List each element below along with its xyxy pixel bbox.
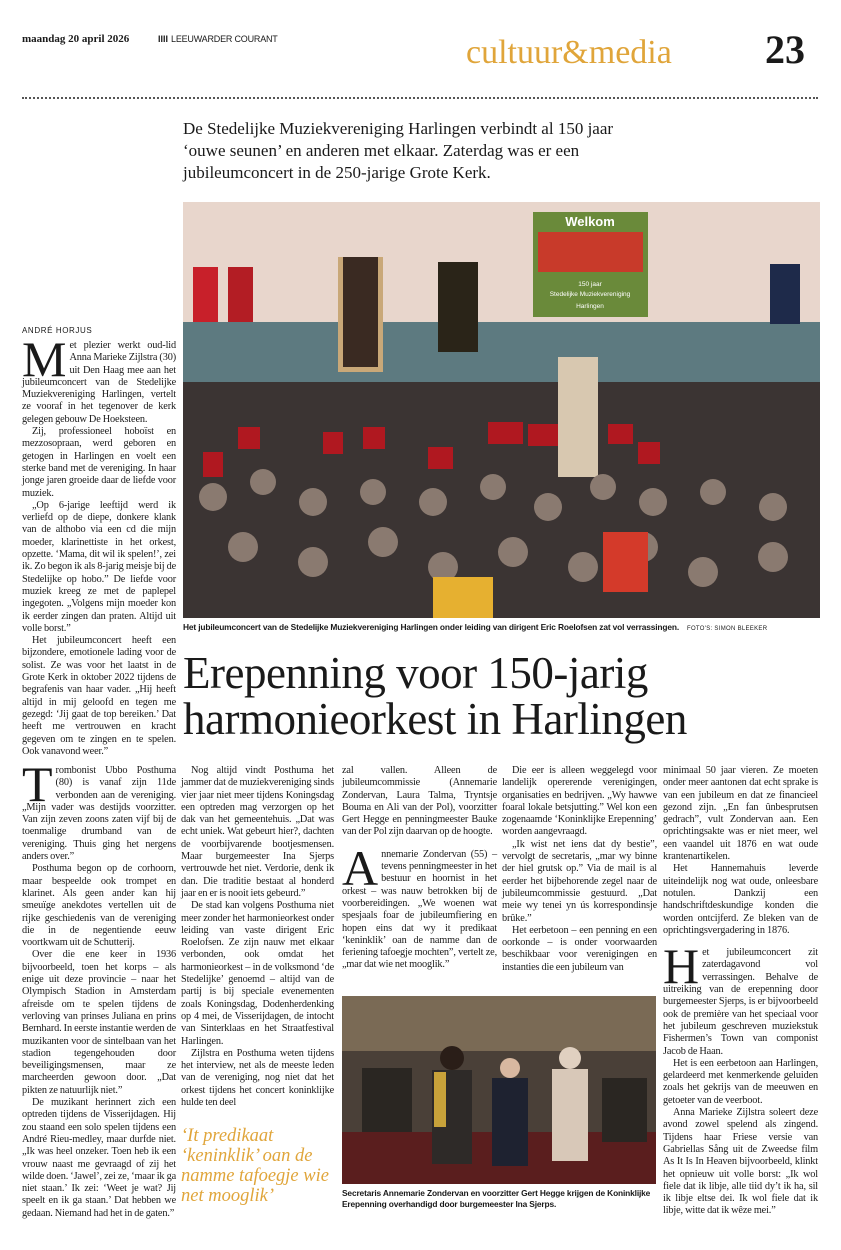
paragraph-text: Anna Marieke Zijlstra soleert deze avond zowel spelend als zingend. Tijdens haar Friese versie van Gabriellas Sång uit de Zweedse film As It Is In Heaven bijvoorbeeld, klinkt het opnieuw uit volle borst: „Ik wol fiele dat ik libje, alle tiid dy’t ik ha, sil ik libje eltse dei. Ik wol fiele dat ik libje, witte dat ik wêze mei.” (663, 1107, 818, 1217)
pull-quote: ‘It predikaat ‘keninklik’ oan de namme tafoegje wie net mooglik’ (181, 1126, 329, 1206)
drop-cap: T (22, 756, 53, 812)
byline: ANDRÉ HORJUS (22, 326, 93, 335)
paragraph (663, 765, 818, 863)
drop-cap: H (663, 938, 700, 995)
body-column-3 (342, 765, 497, 972)
logo-bars: IIII (158, 34, 169, 44)
newspaper-name (158, 34, 278, 44)
page-number: 23 (765, 27, 805, 72)
paragraph (22, 863, 176, 949)
banner-welkom: Welkom (565, 214, 615, 229)
paragraph-text: et plezier werkt oud-lid Anna Marieke Zijlstra (30) uit Den Haag mee aan het jubileumconcert van de Stedelijke Muziekvereniging Harlingen, vertelt ze vooraf in het tegenover de kerk gelegen gebouw De Hoeksteen. (22, 340, 176, 425)
photo-caption-secondary: Secretaris Annemarie Zondervan en voorzitter Gert Hegge krijgen de Koninklijke Erepenning overhandigd door burgemeester Ina Sjerps. (342, 1188, 651, 1209)
paragraph-text: Het is een eerbetoon aan Harlingen, gelardeerd met kenmerkende geluiden zoals het gekrijs van de meeuwen en getoeter van de veerboot. (663, 1057, 818, 1106)
paragraph-text: zal vallen. Alleen de jubileumcommissie (Annemarie Zondervan, Laura Talma, Tryntsje Bouma en Ali van der Pol), voorzitter Gert Hegge en penningmeester Bauke van der Pol zijn daarvan op de hoogte. (342, 765, 497, 838)
paragraph (181, 900, 334, 1048)
photo-caption-main (183, 622, 820, 635)
paragraph (502, 765, 657, 839)
left-column (22, 331, 176, 758)
paragraph (502, 925, 657, 974)
drop-cap: M (22, 331, 67, 387)
caption-text: Het jubileumconcert van de Stedelijke Muziekvereniging Harlingen onder leiding van dirigent Eric Roelofsen zat vol verrassingen. (183, 622, 679, 632)
paragraph-text: Het eerbetoon – een penning en een oorkonde – is onder voorwaarden beschikbaar voor verenigingen en instanties die een jubileum van (502, 924, 657, 973)
paragraph-text: et jubileumconcert zit zaterdagavond vol verrassingen. Behalve de uitreiking van de erepenning door burgemeester Sjerps, is er bijvoorbeeld ook de première van het speciaal voor het jubileum geschreven muziekstuk Fishermen’s Town van componist Jacob de Haan. (663, 947, 818, 1057)
paragraph (22, 500, 176, 635)
paragraph (22, 949, 176, 1097)
paragraph-text: nnemarie Zondervan (55) – tevens penningmeester in het bestuur en hoornist in het orkest – was nauw betrokken bij de voorbereidingen. „We woenen wat spesjaals foar de jubileumfiering en hopen eins dat wy it predikaat ‘keninklik’ oan de namme dan de feriening tafoegje mochten”, vertelt ze, „mar dat wie net mooglik.” (342, 848, 497, 971)
banner-line-3: Harlingen (576, 303, 604, 310)
issue-date: maandag 20 april 2026 (22, 33, 130, 45)
banner-line-1: 150 jaar (578, 281, 602, 288)
paragraph (22, 756, 176, 863)
paragraph (502, 839, 657, 925)
paragraph-text: Het Hannemahuis leverde uiteindelijk nog wat oude, onleesbare notulen. Dankzij een handschriftdeskundige konden die worden ontcijferd. Ze bleken van de oprichtingsvergadering in 1876. (663, 863, 818, 936)
paragraph (663, 938, 818, 1058)
body-column-5 (663, 765, 818, 1218)
paragraph (22, 331, 176, 426)
paragraph (663, 863, 818, 937)
paragraph-text: Het jubileumconcert heeft een bijzondere, emotionele lading voor de solist. Ze was voor het laatst in de Grote Kerk in oktober 2022 tijdens de begrafenis van haar vader. „Hij heeft altijd in mij geloofd en tegen me gezegd: ‘Jij gaat de top bereiken.’ Dat heeft me vertrouwen en kracht gegeven om te zingen en te spelen. Ook vanavond weer.” (22, 635, 176, 757)
paragraph-text: De stad kan volgens Posthuma niet meer zonder het harmonieorkest onder leiding van vaste dirigent Eric Roelofsen. Ze zijn nauw met elkaar verbonden, ook omdat het harmonieorkest – in de volksmond ‘de Stedelijke’ genoemd – altijd van de partij is bij speciale evenementen zoals Koningsdag, Dodenherdenking op 4 mei, de Visserijdagen, de intocht van Sinterklaas en het Straatfestival Harlingen. (181, 900, 334, 1047)
paragraph (22, 426, 176, 500)
paragraph (181, 765, 334, 900)
paragraph (181, 1048, 334, 1109)
paragraph-text: Zij, professioneel hoboïst en mezzosopraan, werd geboren en getogen in Harlingen en voelt een sterke band met de vereniging. In haar jonge jaren groeide daar de liefde voor muziek. (22, 426, 176, 499)
headline: Erepenning voor 150-jarig harmonieorkest in Harlingen (183, 648, 687, 744)
newspaper-title: LEEUWARDER COURANT (171, 34, 278, 44)
body-column-2 (181, 765, 334, 1109)
paragraph-text: Posthuma begon op de corhoorn, maar bespeelde ook trompet en klarinet. Als geen ander kan hij smeuïge anekdotes vertellen uit de rijke geschiedenis van de vereniging die in de negentiende eeuw voortkwam uit de Schutterij. (22, 863, 176, 949)
paragraph-text: minimaal 50 jaar vieren. Ze moeten onder meer aantonen dat echt sprake is van een jubileum en dat ze financieel gezond zijn. „En fan ûnbesprutsen gedrach”, vult Zondervan aan. Een oprichtingsakte was er niet meer, wel een vaandel uit 1876 en wat oude krantenartikelen. (663, 765, 818, 863)
photo-credit: FOTO'S: SIMON BLEEKER (687, 626, 768, 632)
paragraph (22, 1097, 176, 1220)
drop-cap: A (342, 839, 379, 896)
paragraph (22, 635, 176, 758)
paragraph-text: De muzikant herinnert zich een optreden tijdens de Visserijdagen. Hij zou staand een solo spelen tijdens een André Rieu-medley, maar durfde niet. „Ik was heel onzeker. Toen heb ik een vrouw naast me gevraagd of zij het wilde doen. ‘Jawel’, zei ze, ‘maar ik ga niet staan.’ Ik zei: ‘Weet je wat? Jij speelt en ik ga staan.’ Dat hebben we gedaan. Niemand had het in de gaten.” (22, 1097, 176, 1219)
banner-line-2: Stedelijke Muziekvereniging (549, 291, 631, 298)
paragraph (342, 765, 497, 839)
paragraph (663, 1107, 818, 1218)
paragraph-text: „Ik wist net iens dat dy bestie”, vervolgt de secretaris, „mar wy binne der hiel grutsk op.” Via de mail is al eerder het bijbehorende zegel naar de jubileumcommissie gestuurd. „Dat meie wy tenei yn ús korrespondinsje brûke.” (502, 838, 657, 924)
header-divider (22, 97, 818, 99)
paragraph-text: Nog altijd vindt Posthuma het jammer dat de muziekvereniging sinds vier jaar niet meer tijdens Koningsdag een optreden mag verzorgen op het dak van het gemeentehuis. „Dat was echt uniek. Wat gebeurt hier?, dachten de voorbijvarende bootjesmensen. Maar burgemeester Ina Sjerps vertrouwde het niet. Verdorie, denk ik dan. Die traditie bestaat al honderd jaar en er is nooit iets gebeurd.” (181, 765, 334, 899)
body-column-1 (22, 756, 176, 1220)
paragraph-text: „Op 6-jarige leeftijd werd ik verliefd op de diepe, donkere klank van de althobo via een cd die mijn moeder, klarinettiste in het orkest, opzette. ‘Mama, dit wil ik spelen!’, zei ik. Zo begon ik als 8-jarig meisje bij de Stedelijke op hobo.” De liefde voor muziek kreeg ze met de paplepel ingegoten. „Volgens mijn moeder kon ik eerder zingen dan praten. Altijd uit volle borst.” (22, 499, 176, 634)
section-title: cultuur&media (466, 34, 672, 71)
paragraph (342, 839, 497, 972)
paragraph (663, 1058, 818, 1107)
paragraph-text: Over die ene keer in 1936 bijvoorbeeld, toen het korps – als enige uit deze provincie – naar het Olympisch Stadion in Amsterdam afreisde om te spelen tijdens de verloving van prinses Juliana en prins Bernhard. In eerste instantie werden de muzikanten voor de sintelbaan van het stadion tegengehouden door beveiligingsmensen, maar ze marcheerden gewoon door. „Dat pikten ze natuurlijk niet.” (22, 949, 176, 1096)
body-column-4 (502, 765, 657, 974)
intro-lead: De Stedelijke Muziekvereniging Harlingen verbindt al 150 jaar ‘ouwe seunen’ en anderen met elkaar. Zaterdag was er een jubileumconcert in de 250-jarige Grote Kerk. (183, 119, 614, 182)
paragraph-text: rombonist Ubbo Posthuma (80) is vanaf zijn 11de verbonden aan de vereniging. „Mijn vader was destijds voorzitter. Van zijn zeven zoons zaten vijf bij de toenmalige drumband van de vereniging. Thuis ging het nergens anders over.” (22, 765, 176, 863)
paragraph-text: Zijlstra en Posthuma weten tijdens het interview, net als de meeste leden van de vereniging, nog niet dat het orkest tijdens het concert koninklijke hulde ten deel (181, 1047, 334, 1109)
concert-photo (183, 202, 820, 618)
paragraph-text: Die eer is alleen weggelegd voor landelijk opererende verenigingen, organisaties en bedrijven. „Wy hawwe foaral lokale betsjutting.” Wel kon een zogenaamde ‘Koninklijke Erepenning’ worden aangevraagd. (502, 765, 657, 838)
award-photo (342, 996, 656, 1184)
